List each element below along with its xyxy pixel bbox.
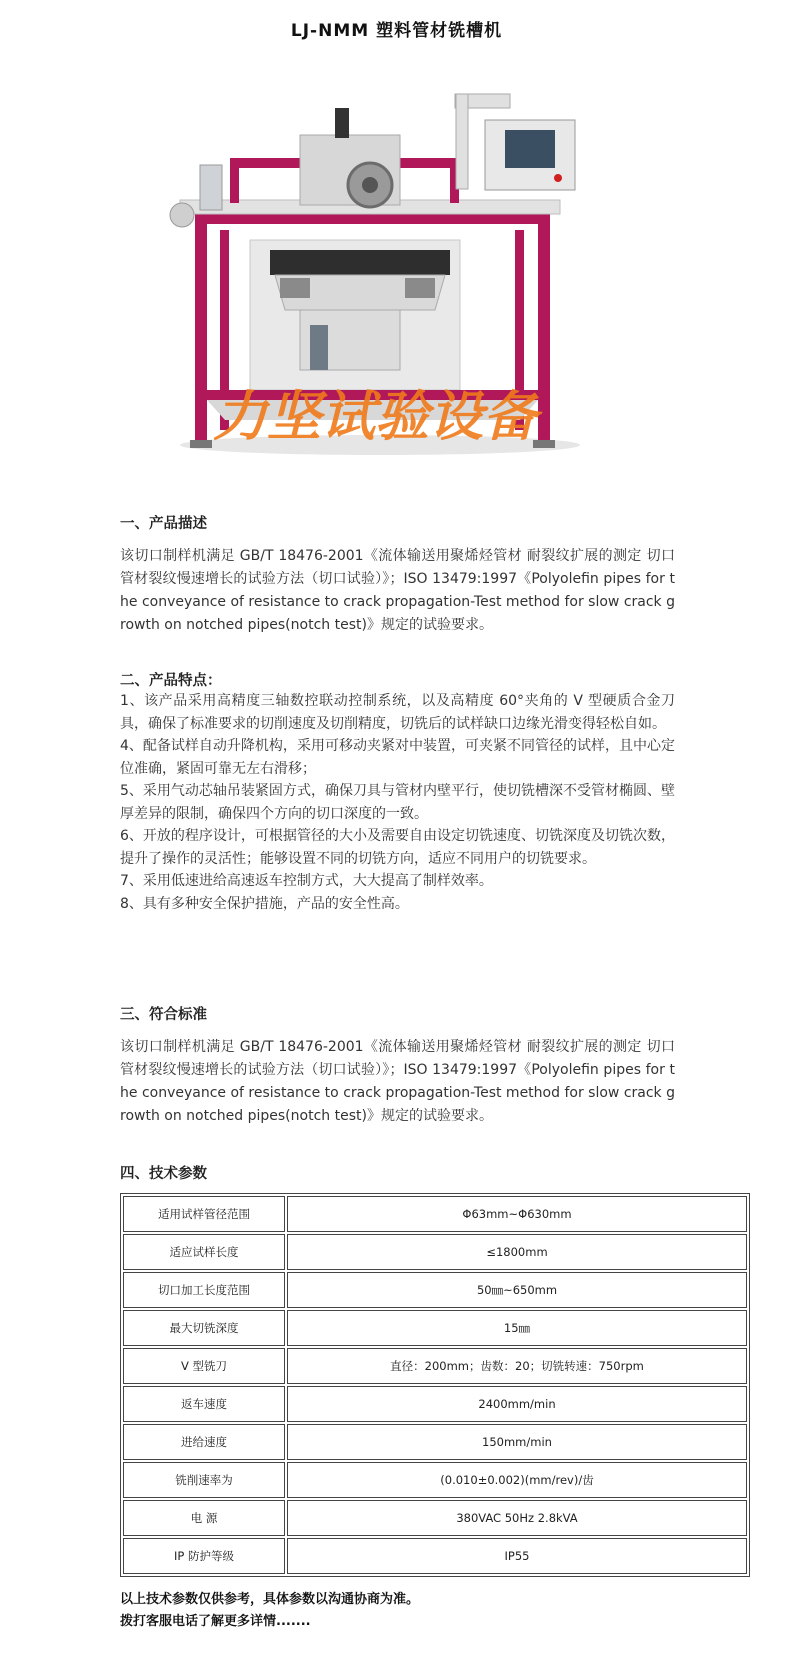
spec-label: 铣削速率为 — [123, 1462, 285, 1498]
spec-value: 15㎜ — [287, 1310, 747, 1346]
features-list — [120, 690, 675, 915]
table-row — [123, 1538, 747, 1574]
disclaimer-text: 以上技术参数仅供参考，具体参数以沟通协商为准。 — [120, 1592, 420, 1607]
section-heading-features: 二、产品特点： — [120, 673, 222, 689]
section-heading-standards: 三、符合标准 — [120, 1007, 207, 1023]
spec-label: V 型铣刀 — [123, 1348, 285, 1384]
spec-value: (0.010±0.002)(mm/rev)/齿 — [287, 1462, 747, 1498]
spec-value: 2400mm/min — [287, 1386, 747, 1422]
spec-label: 最大切铣深度 — [123, 1310, 285, 1346]
watermark-text: 力坚试验设备 — [213, 384, 537, 448]
spec-value: 380VAC 50Hz 2.8kVA — [287, 1500, 747, 1536]
feature-item: 1、该产品采用高精度三轴数控联动控制系统，以及高精度 60°夹角的 V 型硬质合金刀具，确保了标准要求的切削速度及切削精度，切铣后的试样缺口边缘光滑变得轻松自如。 — [120, 693, 675, 732]
table-row — [123, 1424, 747, 1460]
table-row — [123, 1234, 747, 1270]
table-row — [123, 1310, 747, 1346]
spec-table — [120, 1193, 750, 1577]
milling-machine-illustration — [160, 90, 600, 490]
description-paragraph — [120, 545, 675, 637]
spec-label: 返车速度 — [123, 1386, 285, 1422]
spec-value: 直径：200mm；齿数：20；切铣转速：750rpm — [287, 1348, 747, 1384]
spec-value: IP55 — [287, 1538, 747, 1574]
feature-item: 7、采用低速进给高速返车控制方式，大大提高了制样效率。 — [120, 873, 493, 889]
feature-item: 5、采用气动芯轴吊装紧固方式，确保刀具与管材内壁平行，使切铣槽深不受管材椭圆、壁厚差异的限制，确保四个方向的切口深度的一致。 — [120, 783, 675, 822]
feature-item: 8、具有多种安全保护措施，产品的安全性高。 — [120, 895, 409, 912]
table-row — [123, 1196, 747, 1232]
section-heading-description: 一、产品描述 — [120, 516, 207, 532]
table-row — [123, 1462, 747, 1498]
spec-value: Φ63mm~Φ630mm — [287, 1196, 747, 1232]
spec-label: 进给速度 — [123, 1424, 285, 1460]
section-heading-parameters: 四、技术参数 — [120, 1166, 207, 1182]
feature-item: 6、开放的程序设计，可根据管径的大小及需要自由设定切铣速度、切铣深度及切铣次数，提升了操作的灵活性；能够设置不同的切铣方向，适应不同用户的切铣要求。 — [120, 828, 675, 867]
spec-value: 150mm/min — [287, 1424, 747, 1460]
spec-label: IP 防护等级 — [123, 1538, 285, 1574]
feature-item: 4、配备试样自动升降机构，采用可移动夹紧对中装置，可夹紧不同管径的试样，且中心定位准确，紧固可靠无左右滑移； — [120, 738, 675, 777]
product-photo — [160, 90, 600, 490]
spec-value: 50㎜~650mm — [287, 1272, 747, 1308]
table-row — [123, 1272, 747, 1308]
table-row — [123, 1348, 747, 1384]
spec-label: 适应试样长度 — [123, 1234, 285, 1270]
table-row — [123, 1500, 747, 1536]
spec-label: 切口加工长度范围 — [123, 1272, 285, 1308]
page-title: LJ-NMM 塑料管材铣槽机 — [290, 21, 503, 41]
description-text: 该切口制样机满足 GB/T 18476-2001《流体输送用聚烯烃管材 耐裂纹扩展的测定 切口管材裂纹慢速增长的试验方法（切口试验）》；ISO 13479:1997《Polyolefin pipes for the conveyance of resistance to crack propagation-Test method for slow crack growth on notched pipes(notch test)》规定的试验要求。 — [120, 548, 675, 633]
contact-text: 拨打客服电话了解更多详情....... — [120, 1614, 311, 1629]
spec-label: 适用试样管径范围 — [123, 1196, 285, 1232]
spec-value: ≤1800mm — [287, 1234, 747, 1270]
standards-text: 该切口制样机满足 GB/T 18476-2001《流体输送用聚烯烃管材 耐裂纹扩展的测定 切口管材裂纹慢速增长的试验方法（切口试验）》；ISO 13479:1997《Polyolefin pipes for the conveyance of resistance to crack propagation-Test method for slow crack growth on notched pipes(notch test)》规定的试验要求。 — [120, 1039, 675, 1124]
standards-paragraph — [120, 1036, 675, 1128]
table-row — [123, 1386, 747, 1422]
spec-label: 电 源 — [123, 1500, 285, 1536]
